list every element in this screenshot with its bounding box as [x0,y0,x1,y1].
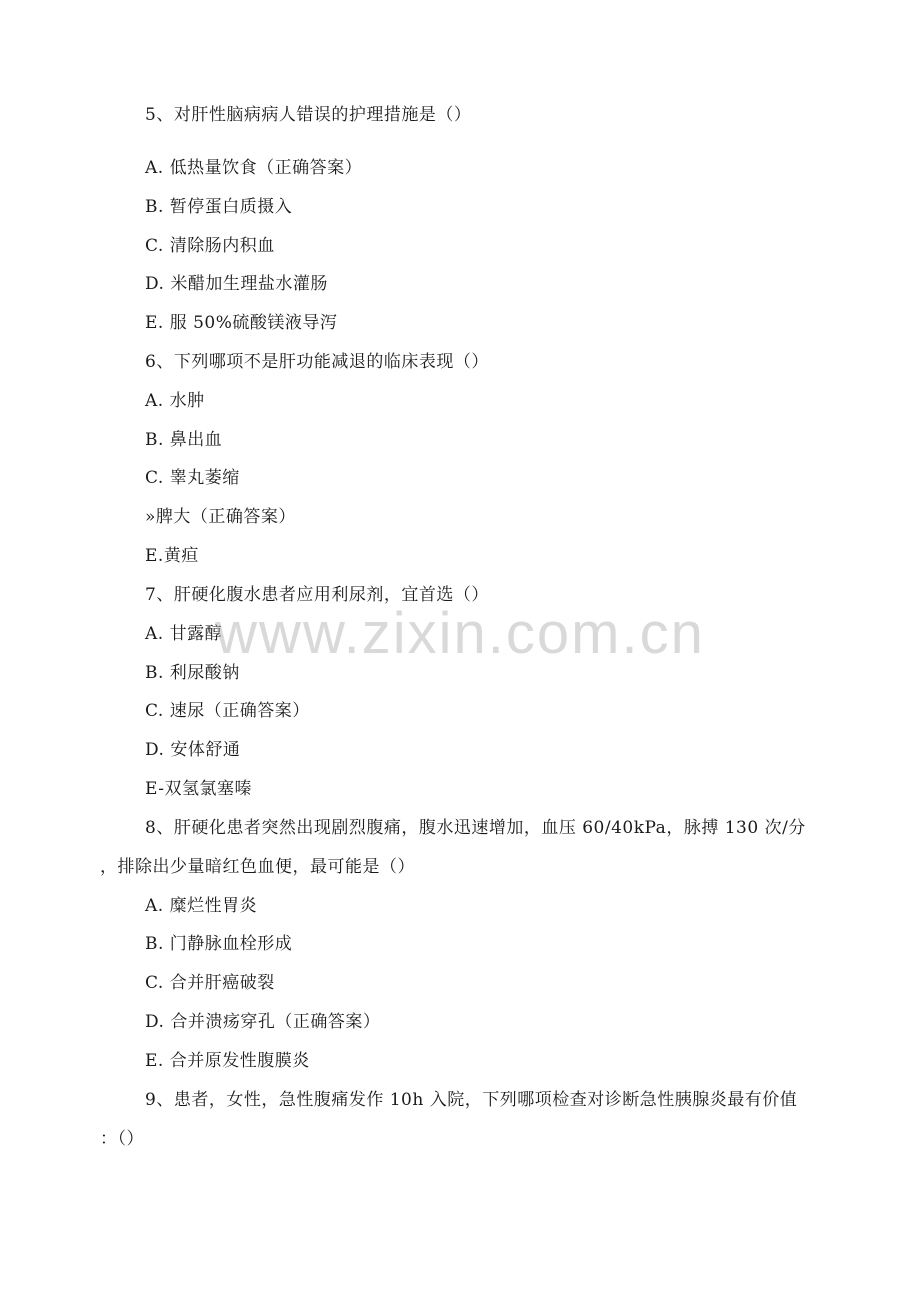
watermark: www.zixin.com.cn [215,601,705,666]
question-8-option-b: B. 门静脉血栓形成 [145,934,293,954]
question-6-option-b: B. 鼻出血 [145,430,223,450]
question-5-option-e: E. 服 50%硫酸镁液导泻 [145,313,338,333]
question-7-option-c: C. 速尿（正确答案） [145,701,310,721]
question-6-option-a: A. 水肿 [145,391,205,411]
question-6-option-e: E.黄疸 [145,546,199,566]
question-5-stem: 5、对肝性脑病病人错误的护理措施是（） [145,105,472,125]
question-8-option-a: A. 糜烂性胃炎 [145,896,258,916]
question-6-option-d: »脾大（正确答案） [145,507,296,527]
question-7-stem: 7、肝硬化腹水患者应用利尿剂，宜首选（） [145,585,489,605]
question-9-stem-continued: ：（） [100,1129,144,1149]
question-6-option-c: C. 睾丸萎缩 [145,468,240,488]
question-7-option-a: A. 甘露醇 [145,624,223,644]
question-9-stem: 9、患者，女性，急性腹痛发作 10h 入院，下列哪项检查对诊断急性胰腺炎最有价值 [145,1090,798,1110]
question-8-option-c: C. 合并肝癌破裂 [145,973,275,993]
question-8-stem: 8、肝硬化患者突然出现剧烈腹痛，腹水迅速增加，血压 60/40kPa，脉搏 130 次/分 [145,818,806,838]
question-6-stem: 6、下列哪项不是肝功能减退的临床表现（） [145,352,489,372]
question-7-option-b: B. 利尿酸钠 [145,663,240,683]
question-7-option-d: D. 安体舒通 [145,740,241,760]
question-8-stem-continued: ，排除出少量暗红色血便，最可能是（） [100,857,415,877]
question-7-option-e: E-双氢氯塞嗪 [145,779,252,799]
question-8-option-d: D. 合并溃疡穿孔（正确答案） [145,1012,381,1032]
question-8-option-e: E. 合并原发性腹膜炎 [145,1051,310,1071]
question-5-option-c: C. 清除肠内积血 [145,236,275,256]
question-5-option-d: D. 米醋加生理盐水灌肠 [145,274,328,294]
question-5-option-b: B. 暂停蛋白质摄入 [145,197,293,217]
question-5-option-a: A. 低热量饮食（正确答案） [145,158,363,178]
